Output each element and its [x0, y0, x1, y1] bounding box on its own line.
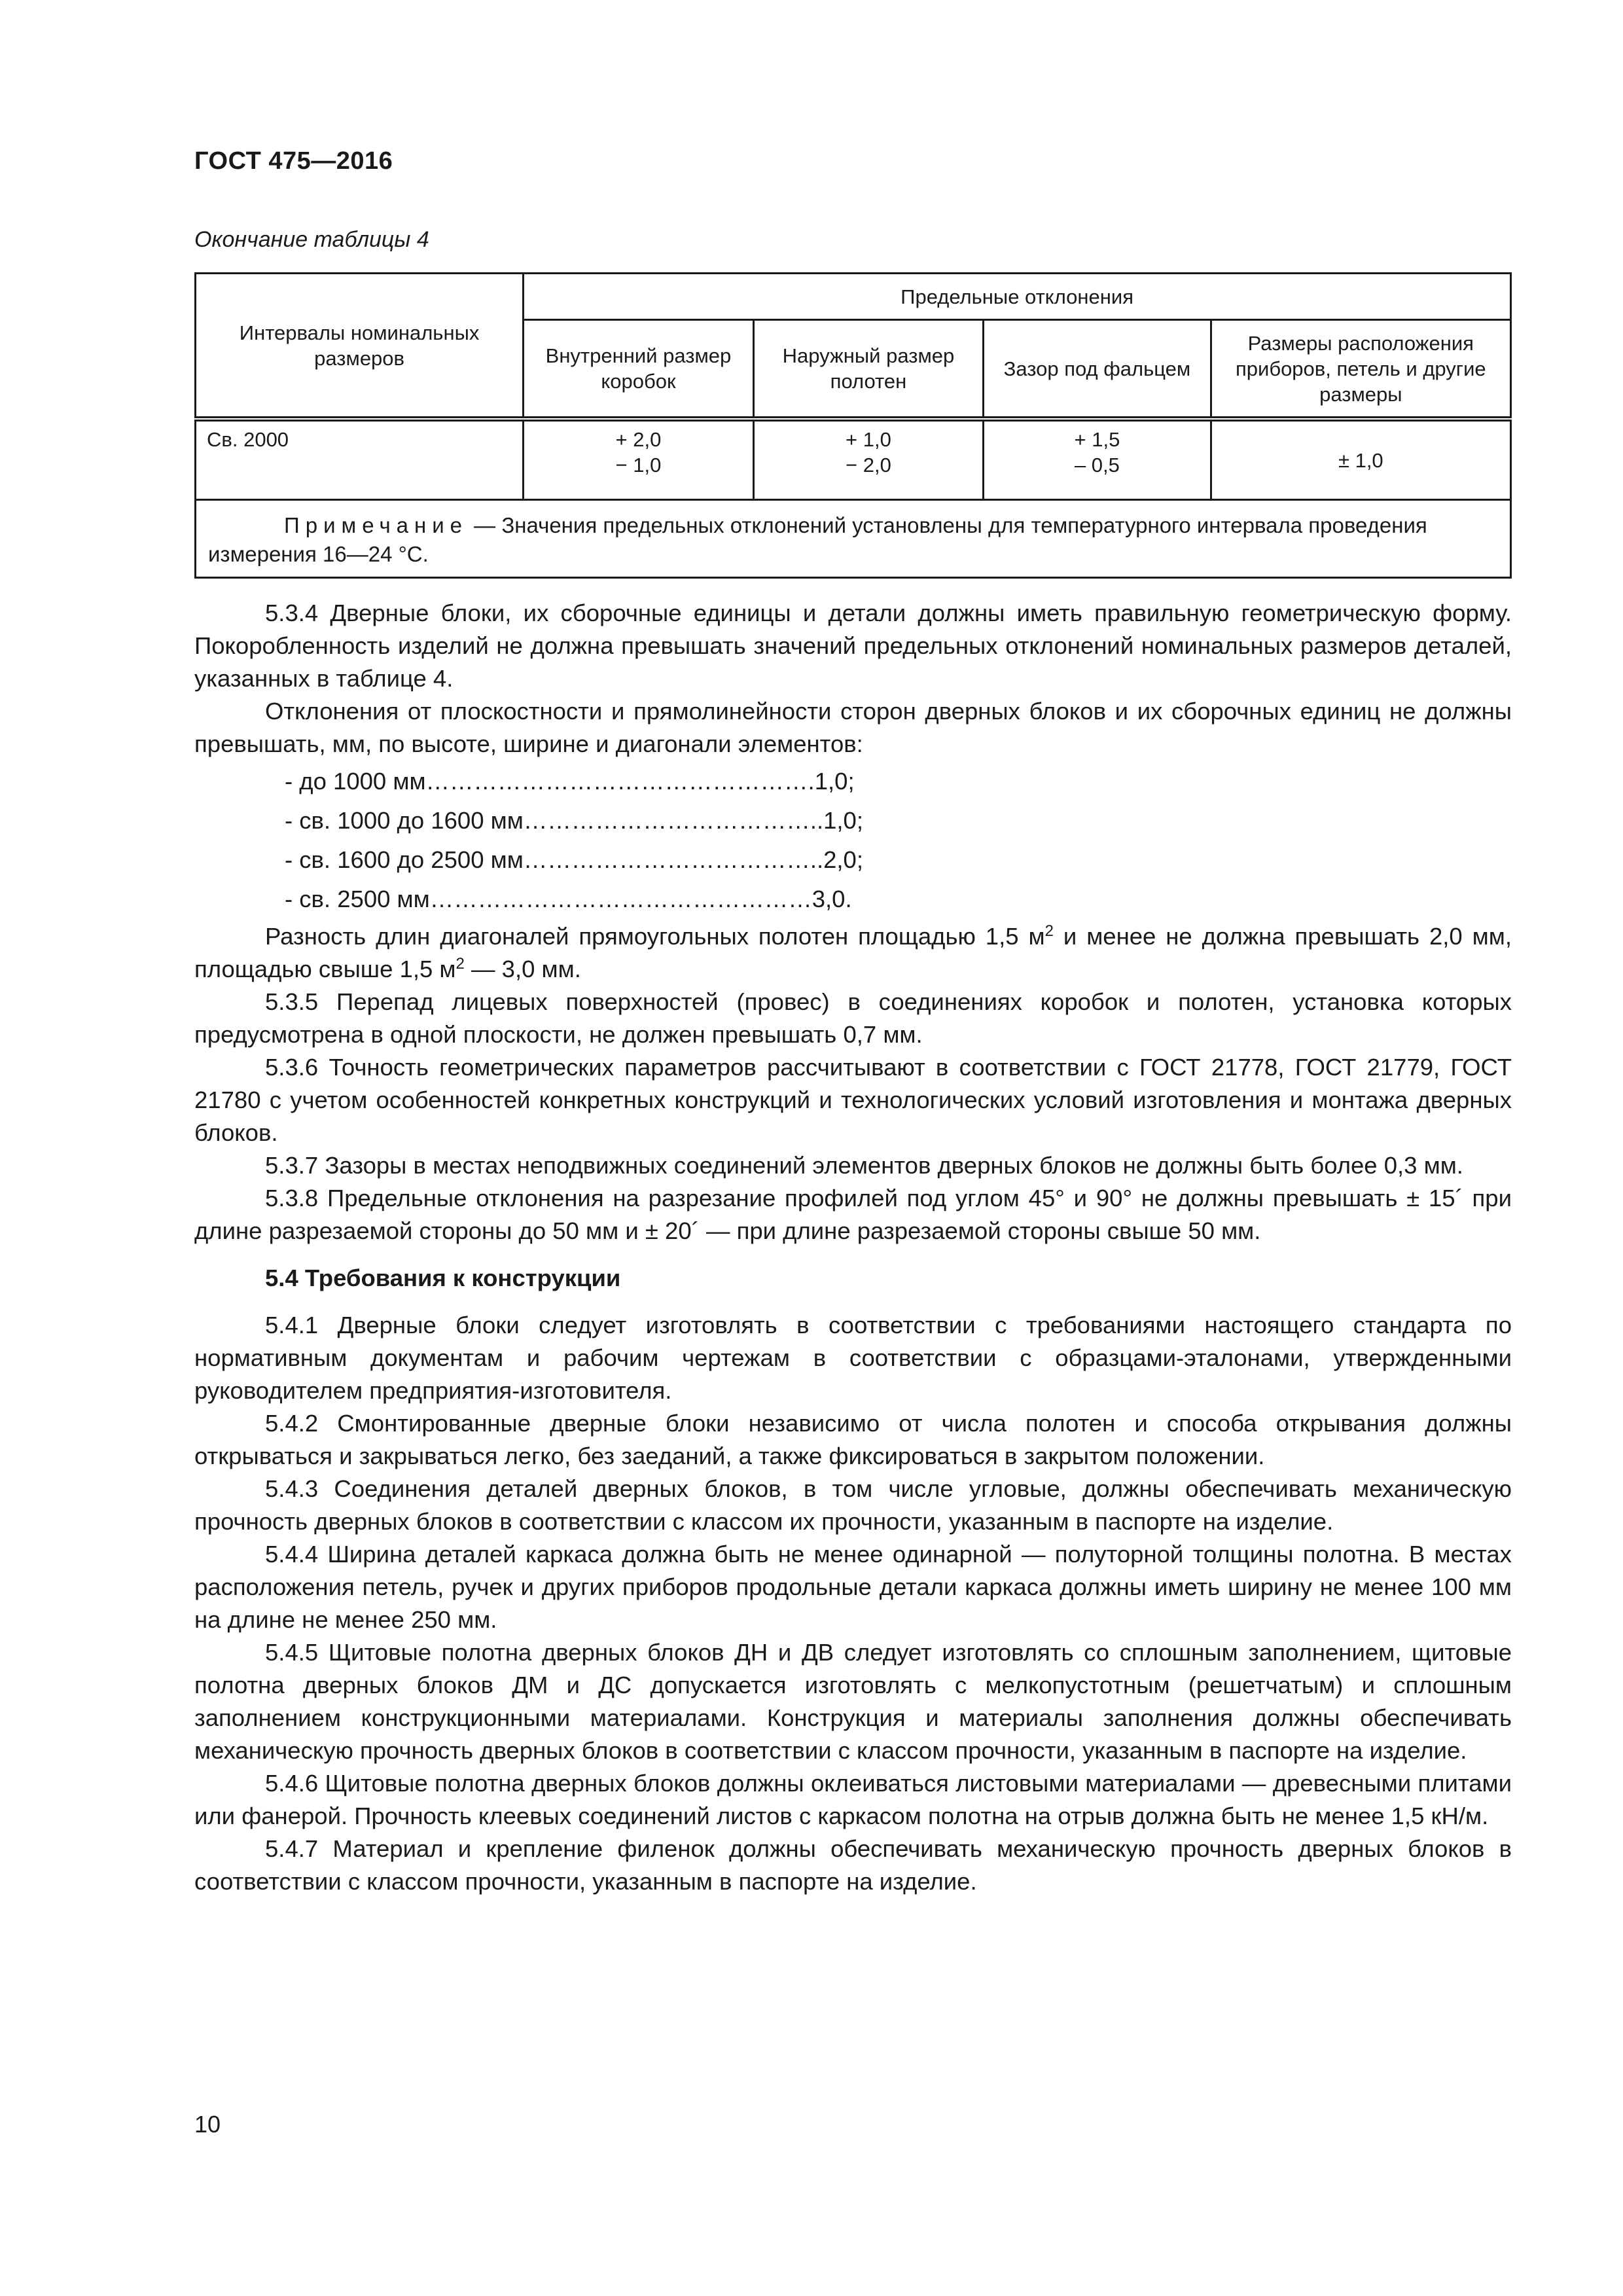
- header-interval: Интервалы номинальных размеров: [196, 274, 524, 420]
- standard-header: ГОСТ 475—2016: [194, 147, 393, 175]
- paragraph-5-3-8: 5.3.8 Предельные отклонения на разрезание профилей под углом 45° и 90° не должны превышать ± 15´ при длине разрезаемой стороны до 50 мм и ± 20´ — при длине разрезаемой стороны свыше 50 мм.: [194, 1185, 1512, 1244]
- header-fittings-position: Размеры расположения приборов, петель и другие размеры: [1211, 320, 1510, 420]
- diag-sup-1: 2: [1044, 922, 1054, 940]
- cell-rebate-gap: [984, 419, 1211, 500]
- list-item: - св. 1600 до 2500 мм………………………………..2,0;: [285, 846, 863, 873]
- header-rebate-gap: Зазор под фальцем: [984, 320, 1211, 420]
- paragraph-5-3-5: 5.3.5 Перепад лицевых поверхностей (провес) в соединениях коробок и полотен, установка которых предусмотрена в одной плоскости, не должен превышать 0,7 мм.: [194, 988, 1512, 1048]
- paragraph-5-4-1: 5.4.1 Дверные блоки следует изготовлять в соответствии с требованиями настоящего стандарта по нормативным документам и рабочим чертежам в соответствии с образцами-эталонами, утвержденными руководителем предприятия-изготовителя.: [194, 1312, 1512, 1404]
- paragraph-5-3-7: 5.3.7 Зазоры в местах неподвижных соединений элементов дверных блоков не должны быть более 0,3 мм.: [265, 1152, 1463, 1179]
- outer-lower: − 2,0: [846, 454, 891, 476]
- note-label: Примечание: [284, 513, 469, 537]
- list-item: - до 1000 мм………………………………………….1,0;: [285, 768, 855, 795]
- header-outer-size: Наружный размер полотен: [753, 320, 983, 420]
- list-item: - св. 2500 мм…………………………………………3,0.: [285, 886, 852, 912]
- header-tolerances: Предельные отклонения: [524, 274, 1511, 320]
- header-inner-size: Внутренний размер коробок: [524, 320, 754, 420]
- cell-inner-size: [524, 419, 754, 500]
- note-text: — Значения предельных отклонений установлены для температурного интервала проведения измерения 16—24 °С.: [208, 513, 1427, 566]
- table-note: [196, 500, 1511, 578]
- paragraph-5-4-6: 5.4.6 Щитовые полотна дверных блоков должны оклеиваться листовыми материалами — древесными плитами или фанерой. Прочность клеевых соединений листов с каркасом полотна на отрыв должна быть не менее 1,5 кН/м.: [194, 1770, 1512, 1829]
- paragraph-5-3-4: 5.3.4 Дверные блоки, их сборочные единицы и детали должны иметь правильную геометрическую форму. Покоробленность изделий не должна превышать значений предельных отклонений номинальных размеров деталей, указанных в таблице 4.: [194, 600, 1512, 692]
- diag-text-3: — 3,0 мм.: [464, 956, 581, 982]
- paragraph-5-4-5: 5.4.5 Щитовые полотна дверных блоков ДН и ДВ следует изготовлять со сплошным заполнением, щитовые полотна дверных блоков ДМ и ДС допускается изготовлять с мелкопустотным (решетчатым) и сплошным заполнением конструкционными материалами. Конструкция и материалы заполнения должны обеспечивать механическую прочность дверных блоков в соответствии с классом прочности, указанным в паспорте на изделие.: [194, 1639, 1512, 1764]
- paragraph-5-4-3: 5.4.3 Соединения деталей дверных блоков, в том числе угловые, должны обеспечивать механическую прочность дверных блоков в соответствии с классом их прочности, указанным в паспорте на изделие.: [194, 1475, 1512, 1535]
- inner-lower: − 1,0: [615, 454, 662, 476]
- page-number: 10: [194, 2111, 221, 2138]
- outer-upper: + 1,0: [846, 428, 891, 451]
- inner-upper: + 2,0: [615, 428, 662, 451]
- gap-upper: + 1,5: [1074, 428, 1120, 451]
- table-row: [196, 419, 1511, 500]
- paragraph-diagonals: [194, 920, 1512, 986]
- list-item: - св. 1000 до 1600 мм………………………………..1,0;: [285, 807, 863, 834]
- paragraph-5-4-2: 5.4.2 Смонтированные дверные блоки независимо от числа полотен и способа открывания должны открываться и закрываться легко, без заеданий, а также фиксироваться в закрытом положении.: [194, 1410, 1512, 1469]
- section-heading-5-4: 5.4 Требования к конструкции: [265, 1265, 621, 1291]
- cell-outer-size: [753, 419, 983, 500]
- tolerance-table: [194, 272, 1512, 579]
- diag-sup-2: 2: [455, 954, 465, 973]
- deviation-list: [285, 762, 1512, 919]
- paragraph-5-3-6: 5.3.6 Точность геометрических параметров рассчитывают в соответствии с ГОСТ 21778, ГОСТ 21779, ГОСТ 21780 с учетом особенностей конкретных конструкций и технологических условий изготовления и монтажа дверных блоков.: [194, 1054, 1512, 1146]
- body-text: [194, 597, 1512, 1898]
- diag-text-2: и менее не должна превышать 2,0 мм, площадью свыше 1,5 м: [194, 923, 1512, 982]
- diag-text-1: Разность длин диагоналей прямоугольных полотен площадью 1,5 м: [265, 923, 1045, 950]
- cell-other: ± 1,0: [1211, 419, 1510, 500]
- cell-interval: Св. 2000: [196, 419, 524, 500]
- table-caption: Окончание таблицы 4: [194, 227, 429, 252]
- paragraph-5-4-7: 5.4.7 Материал и крепление филенок должны обеспечивать механическую прочность дверных блоков в соответствии с классом прочности, указанным в паспорте на изделие.: [194, 1835, 1512, 1895]
- paragraph-5-4-4: 5.4.4 Ширина деталей каркаса должна быть не менее одинарной — полуторной толщины полотна. В местах расположения петель, ручек и других приборов продольные детали каркаса должны иметь ширину не менее 100 мм на длине не менее 250 мм.: [194, 1541, 1512, 1633]
- gap-lower: – 0,5: [1074, 454, 1120, 476]
- paragraph-5-3-4-deviations: Отклонения от плоскостности и прямолинейности сторон дверных блоков и их сборочных единиц не должны превышать, мм, по высоте, ширине и диагонали элементов:: [194, 698, 1512, 757]
